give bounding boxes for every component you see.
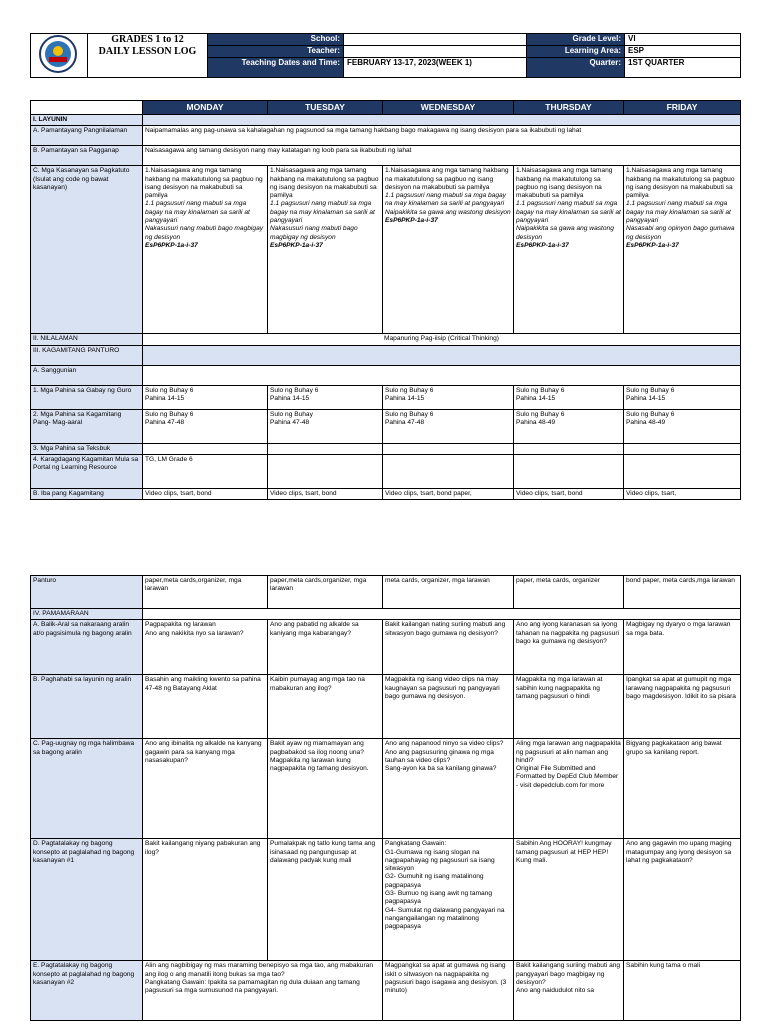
teacher-label: Teacher:: [208, 46, 344, 58]
kasanayan-code: EsP6PKP-1a-i-37: [145, 241, 198, 249]
pamamaraan-row: [31, 609, 741, 620]
days-header-row: [31, 101, 741, 115]
area-label: Learning Area:: [527, 46, 625, 58]
kasanayan-cell: [268, 166, 383, 334]
sanggunian-row: [31, 365, 741, 385]
iba-cell: Video clips, tsart, bond paper,: [383, 488, 514, 499]
paghahabi-cell: Magpakita ng mga larawan at sabihin kung nagpapakita ng tamang pagsusuri o hindi: [514, 675, 624, 739]
kasanayan-sub: 1.1 pagsusuri nang mabuti sa mga bagay na may kinalaman sa sarili at pangyayari Naipakikita sa gawa ang wastong desisyon: [516, 200, 621, 241]
lr-cell: [624, 454, 741, 488]
kasanayan-sub: 1.1 pagsusuri nang mabuti sa mga bagay na may kinalaman sa sarili at pangyayari Nasasabi ang opinyon bago gumawa ng desisyon: [626, 200, 735, 241]
dates-value[interactable]: FEBRUARY 13-17, 2023(WEEK 1): [344, 58, 527, 78]
pagtatalakay-1-cell: Pangkatang Gawain: G1-Gumawa ng isang slogan na nagpapahayag ng pagsusuri sa isang sitwasyon G2- Gumuhit ng isang matalinong pagpapasya G3- Bumuo ng isang awit ng tamang pagpapasya G4- Sumulat ng dalawang pangyayari na nangangailangan ng matalinong pagpapasya: [383, 839, 514, 961]
pagtatalakay-1-label: D. Pagtatalakay ng bagong konsepto at paglalahad ng bagong kasanayan #1: [31, 839, 143, 961]
iba-cell: Video clips, tsart, bond: [514, 488, 624, 499]
pagtatalakay-2-cell: Magpangkat sa apat at gumawa ng isang iskit o sitwasyon na nagpapakita ng pagsusuri bago isagawa ang desisyon. (3 minuto): [383, 961, 514, 1021]
kagamitan-pahina-cell: Sulo ng Buhay 6 Pahina 48-49: [514, 409, 624, 443]
pagtatalakay-1-cell: Bakit kailangang niyang pabakuran ang ilog?: [143, 839, 268, 961]
dates-label: Teaching Dates and Time:: [208, 58, 344, 78]
layunin-label: I. LAYUNIN: [31, 115, 143, 126]
pag-uugnay-cell: Bakit ayaw ng mamamayan ang pagbabakod sa ilog noong una? Magpakita ng larawan kung nagpapakita ng tamang desisyon.: [268, 739, 383, 839]
title-cell: [88, 34, 208, 78]
balik-aral-cell: Pagpapakita ng larawan Ano ang nakikita nyo sa larawan?: [143, 620, 268, 675]
lr-cell: [268, 454, 383, 488]
panturo-label: Panturo: [31, 576, 143, 609]
gabay-cell: Sulo ng Buhay 6 Pahina 14-15: [383, 385, 514, 409]
lesson-log-page-2: [30, 575, 740, 1021]
balik-aral-label: A. Balik-Aral sa nakaraang aralin at/o pagsisimula ng bagong aralin: [31, 620, 143, 675]
balik-aral-cell: Ano ang iyong karanasan sa iyong tahanan na nagpakita ng pagsusuri bago ka gumawa ng desisyon?: [514, 620, 624, 675]
balik-aral-cell: Magbigay ng dyaryo o mga larawan sa mga bata.: [624, 620, 741, 675]
quarter-label: Quarter:: [527, 58, 625, 78]
panturo-cell: paper, meta cards, organizer: [514, 576, 624, 609]
school-label: School:: [208, 34, 344, 46]
kasanayan-sub: 1.1 pagsusuri nang mabuti sa mga bagay na may kinalaman sa sarili at pangyayari Naipakikita sa gawa ang wastong desisyon: [385, 192, 511, 216]
kagamitan-pahina-cell: Sulo ng Buhay 6 Pahina 47-48: [383, 409, 514, 443]
pagtatalakay-2-label: E. Pagtatalakay ng bagong konsepto at paglalahad ng bagong kasanayan #2: [31, 961, 143, 1021]
pamantayang-row: [31, 126, 741, 146]
kasanayan-cell: [514, 166, 624, 334]
pamantayang-label: A. Pamantayang Pangnilalaman: [31, 126, 143, 146]
pag-uugnay-cell: Ano ang ibinalita ng alkalde na kanyang gagawin para sa kanyang mga nasasakupan?: [143, 739, 268, 839]
pagganap-label: B. Pamantayan sa Pagganap: [31, 146, 143, 166]
pagganap-text: Naisasagawa ang tamang desisyon nang may katatagan ng loob para sa ikabubuti ng lahat: [143, 146, 741, 166]
balik-aral-cell: Ano ang pabatid ng alkalde sa kaniyang mga kabarangay?: [268, 620, 383, 675]
lesson-log-page-1: [30, 33, 740, 500]
iba-cell: Video clips, tsart,: [624, 488, 741, 499]
pagtatalakay-2-span: Alin ang nagbibigay ng mas maraming benepisyo sa mga tao, ang mabakuran ang ilog o ang manatili itong bukas sa mga tao? Pangkatang Gawain: Ipakita sa pamamagitan ng dula duiaan ang tamang pagsusuri sa mga sumusunod na pangyayari.: [143, 961, 383, 1021]
kasanayan-label: C. Mga Kasanayan sa Pagkatuto (Isulat ang code ng bawat kasanayan): [31, 166, 143, 334]
lr-cell: [383, 454, 514, 488]
deped-seal-icon: [34, 34, 82, 74]
day-friday: FRIDAY: [624, 101, 741, 115]
paghahabi-cell: Ipangkat sa apat at gumupit ng mga larawang nagpapakita ng pagsusuri bago magdesisyon. Idikit ito sa pisara: [624, 675, 741, 739]
kagamitan-pahina-cell: Sulo ng Buhay 6 Pahina 48-49: [624, 409, 741, 443]
panturo-row: [31, 576, 741, 609]
iba-cell: Video clips, tsart, bond: [143, 488, 268, 499]
paghahabi-label: B. Paghahabi sa layunin ng aralin: [31, 675, 143, 739]
pagtatalakay-2-row: [31, 961, 741, 1021]
school-value[interactable]: [344, 34, 527, 46]
gabay-row: [31, 385, 741, 409]
teksbuk-row: [31, 443, 741, 454]
kagamitan-row: [31, 345, 741, 365]
kasanayan-code: EsP6PKP-1a-i-37: [385, 217, 438, 225]
kasanayan-main: 1.Naisasagawa ang mga tamang hakbang na makatutulong sa pagbuo ng isang desisyon na makabubuti sa pamilya: [270, 167, 379, 200]
kasanayan-code: EsP6PKP-1a-i-37: [626, 241, 679, 249]
kagamitan-pahina-cell: Sulo ng Buhay 6 Pahina 47-48: [143, 409, 268, 443]
gabay-cell: Sulo ng Buhay 6 Pahina 14-15: [514, 385, 624, 409]
pagtatalakay-2-cell: Bakit kailangang suriing mabuti ang pangyayari bago magbigay ng desisyon? Ano ang naidudulot nito sa: [514, 961, 624, 1021]
kasanayan-row: [31, 166, 741, 334]
pag-uugnay-label: C. Pag-uugnay ng mga halimbawa sa bagong aralin: [31, 739, 143, 839]
pagtatalakay-2-cell: Sabihin kung tama o mali: [624, 961, 741, 1021]
panturo-cell: bond paper, meta cards,mga larawan: [624, 576, 741, 609]
lr-cell: TG, LM Grade 6: [143, 454, 268, 488]
kasanayan-cell: [143, 166, 268, 334]
pamamaraan-label: IV. PAMAMARAAN: [31, 609, 143, 620]
sanggunian-label: A. Sanggunian: [31, 365, 143, 385]
nilalaman-text: Mapanuring Pag-iisip (Critical Thinking): [143, 334, 741, 345]
iba-cell: Video clips, tsart, bond: [268, 488, 383, 499]
teksbuk-label: 3. Mga Pahina sa Teksbuk: [31, 443, 143, 454]
nilalaman-label: II. NILALAMAN: [31, 334, 143, 345]
paghahabi-cell: Kaibin pumayag ang mga tao na mabakuran ang ilog?: [268, 675, 383, 739]
day-tuesday: TUESDAY: [268, 101, 383, 115]
teacher-value[interactable]: [344, 46, 527, 58]
kasanayan-cell: [624, 166, 741, 334]
lesson-table-2: [30, 575, 741, 1021]
pag-uugnay-cell: Bigyang pagkakataon ang bawat grupo sa kanilang report.: [624, 739, 741, 839]
kasanayan-main: 1.Naisasagawa ang mga tamang hakbang na makatutulong sa pagbuo ng isang desisyon na makabubuti sa pamilya: [385, 167, 509, 191]
iba-row: [31, 488, 741, 499]
day-wednesday: WEDNESDAY: [383, 101, 514, 115]
deped-logo-cell: [31, 34, 88, 78]
pamantayang-text: Naipamamalas ang pag-unawa sa kahalagahan ng pagsunod sa mga tamang hakbang bago makagawa ng isang desisyon para sa ikabubuti ng lahat: [143, 126, 741, 146]
pag-uugnay-cell: Aling mga larawan ang nagpapakita ng pagsusuri at alin naman ang hindi? Original File Submitted and Formatted by DepEd Club Member - visit depedclub.com for more: [514, 739, 624, 839]
kasanayan-sub: 1.1 pagsusuri nang mabuti sa mga bagay na may kinalaman sa sarili at pangyayari Nakasusuri nang mabuti bago magbigay ng desisyon: [145, 200, 264, 241]
gabay-label: 1. Mga Pahina sa Gabay ng Guro: [31, 385, 143, 409]
day-monday: MONDAY: [143, 101, 268, 115]
pag-uugnay-cell: Ano ang napanood ninyo sa video clips? Ano ang pagsusuring ginawa ng mga tauhan sa video clips? Sang-ayon ka ba sa kanilang ginawa?: [383, 739, 514, 839]
iba-label: B. Iba pang Kagamitang: [31, 488, 143, 499]
balik-aral-cell: Bakit kailangan nating suriing mabuti ang sitwasyon bago gumawa ng desisyon?: [383, 620, 514, 675]
panturo-cell: paper,meta cards,organizer, mga larawan: [143, 576, 268, 609]
kagamitan-label: III. KAGAMITANG PANTURO: [31, 345, 143, 365]
lr-row: [31, 454, 741, 488]
kasanayan-cell: [383, 166, 514, 334]
lr-label: 4. Karagdagang Kagamitan Mula sa Portal ng Learning Resource: [31, 454, 143, 488]
quarter-value[interactable]: 1ST QUARTER: [625, 58, 741, 78]
gabay-cell: Sulo ng Buhay 6 Pahina 14-15: [268, 385, 383, 409]
pag-uugnay-row: [31, 739, 741, 839]
kasanayan-main: 1.Naisasagawa ang mga tamang hakbang na makatutulong sa pagbuo ng isang desisyon na makabubuti sa pamilya: [145, 167, 263, 200]
pagtatalakay-1-cell: Ano ang gagawin mo upang maging matagumpay ang iyong desisyon sa lahat ng pagkakataon?: [624, 839, 741, 961]
lesson-table-1: [30, 100, 741, 500]
kasanayan-main: 1.Naisasagawa ang mga tamang hakbang na makatutulong sa pagbuo ng isang desisyon na makabubuti sa pamilya: [516, 167, 613, 200]
paghahabi-row: [31, 675, 741, 739]
kasanayan-code: EsP6PKP-1a-i-37: [516, 241, 569, 249]
day-thursday: THURSDAY: [514, 101, 624, 115]
kasanayan-code: EsP6PKP-1a-i-37: [270, 241, 323, 249]
grade-label: Grade Level:: [527, 34, 625, 46]
pagtatalakay-1-row: [31, 839, 741, 961]
layunin-row: [31, 115, 741, 126]
lr-cell: [514, 454, 624, 488]
panturo-cell: meta cards, organizer, mga larawan: [383, 576, 514, 609]
paghahabi-cell: Magpakita ng isang video clips na may kaugnayan sa pagsusuri ng pangyayari bago gumawa ng desisyon.: [383, 675, 514, 739]
gabay-cell: Sulo ng Buhay 6 Pahina 14-15: [624, 385, 741, 409]
paghahabi-cell: Basahin ang maikling kwento sa pahina 47-48 ng Batayang Aklat: [143, 675, 268, 739]
pagtatalakay-1-cell: Pumalakpak ng tatlo kung tama ang isinasaad ng pangungusap at dalawang padyak kung mali: [268, 839, 383, 961]
header-table: [30, 33, 741, 78]
kagamitan-pahina-row: [31, 409, 741, 443]
kagamitan-pahina-label: 2. Mga Pahina sa Kagamitang Pang- Mag-aaral: [31, 409, 143, 443]
balik-aral-row: [31, 620, 741, 675]
kasanayan-main: 1.Naisasagawa ang mga tamang hakbang na makatutulong sa pagbuo ng isang desisyon na makabubuti sa pamilya: [626, 167, 735, 200]
grade-value[interactable]: VI: [625, 34, 741, 46]
pagtatalakay-1-cell: Sabihin Ang HOORAY! kungmay tamang pagsusuri at HEP HEP! Kung mali.: [514, 839, 624, 961]
kasanayan-sub: 1.1 pagsusuri nang mabuti sa mga bagay na may kinalaman sa sarili at pangyayari Nakasusuri nang mabuti bago magbigay ng desisyon: [270, 200, 375, 241]
title-line-1: GRADES 1 to 12: [111, 34, 184, 45]
gabay-cell: Sulo ng Buhay 6 Pahina 14-15: [143, 385, 268, 409]
panturo-cell: paper,meta cards,organizer, mga larawan: [268, 576, 383, 609]
pagganap-row: [31, 146, 741, 166]
area-value[interactable]: ESP: [625, 46, 741, 58]
kagamitan-pahina-cell: Sulo ng Buhay Pahina 47-48: [268, 409, 383, 443]
nilalaman-row: [31, 334, 741, 345]
title-line-2: DAILY LESSON LOG: [98, 46, 197, 57]
